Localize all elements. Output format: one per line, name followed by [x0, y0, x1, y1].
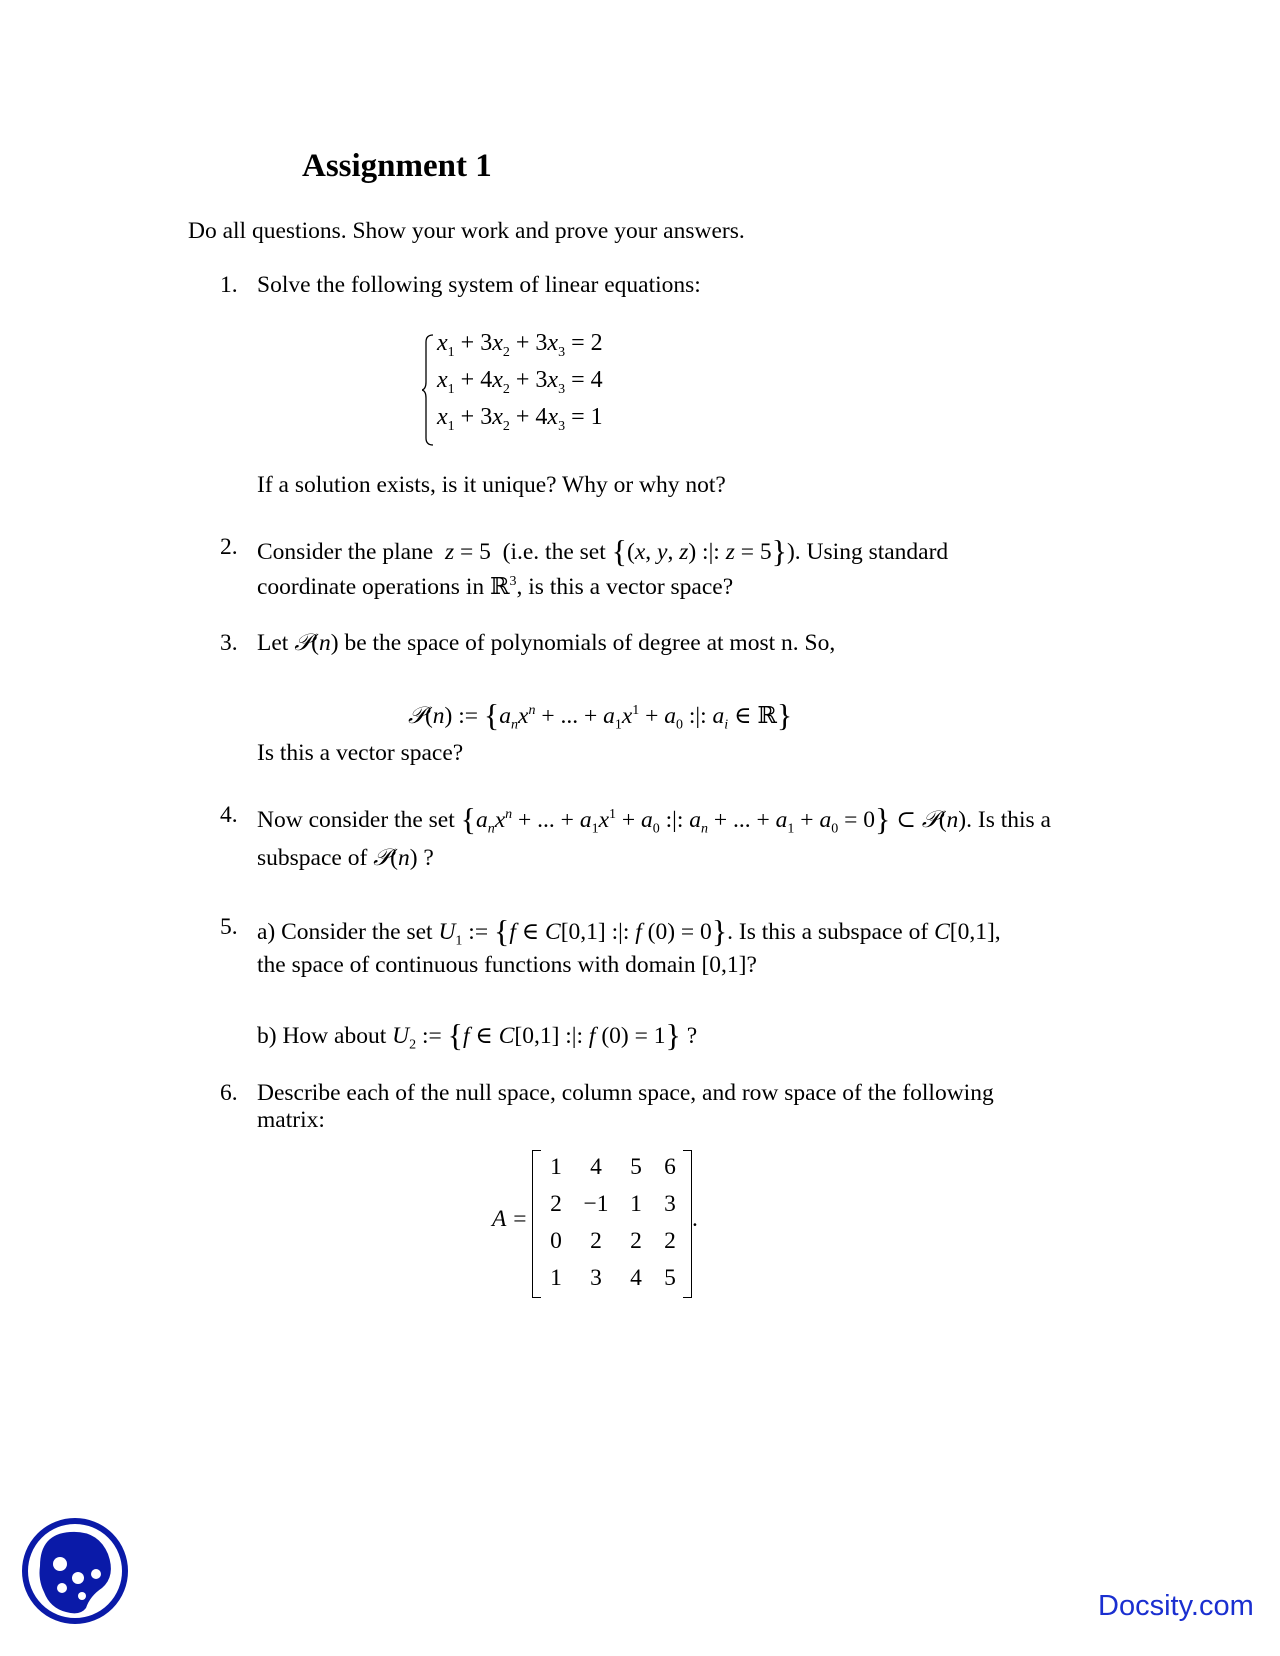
q2-line2-a: coordinate operations in: [257, 574, 485, 600]
q3-line-1: [257, 630, 835, 657]
q4-line2: subspace of: [257, 845, 368, 871]
q4-text-b: . Is this a: [966, 807, 1051, 833]
equation-3: $x_1 + 3x_2 + 4x_3 = 1$: [437, 404, 603, 434]
matrix-cell: 2: [590, 1228, 602, 1254]
matrix-cell: 2: [550, 1191, 562, 1217]
matrix-cell: 2: [630, 1228, 642, 1254]
q2-text-b: (i.e. the set: [502, 539, 606, 565]
c01-space: C[0,1],: [934, 919, 1001, 945]
q1-text: Solve the following system of linear equations:: [257, 272, 701, 298]
matrix-cell: 2: [664, 1228, 676, 1254]
instructions: Do all questions. Show your work and prove your answers.: [188, 218, 745, 244]
matrix-cell: 1: [630, 1191, 642, 1217]
real-space-r3: ℝ$^3$: [489, 574, 517, 600]
matrix-period: .: [692, 1206, 698, 1232]
q4-line-2: [257, 845, 434, 872]
q5b-text: b) How about: [257, 1023, 387, 1049]
q2-line-2: [257, 572, 733, 601]
q4-set-expression: {$a_nx^n$ + ... + $a_1x^1 + a_0$ :|: $a_n$ + ... + $a_1 + a_0 = 0$} ⊂ 𝒫(n): [460, 801, 967, 837]
q1-number: 1.: [220, 272, 238, 298]
q6-line-2: matrix:: [257, 1107, 325, 1133]
matrix-cell: 1: [550, 1265, 562, 1291]
matrix-label: A =: [492, 1206, 528, 1232]
matrix-cell: 1: [550, 1154, 562, 1180]
docsity-brand-link[interactable]: Docsity.com: [1098, 1590, 1254, 1622]
poly-space-symbol: 𝒫(n): [294, 630, 339, 656]
matrix-cell: 5: [664, 1265, 676, 1291]
u1-set: $U_1$ := {f ∈ C[0,1] :|: f (0) = 0}: [438, 913, 728, 949]
q2-text-c: ). Using standard: [786, 539, 949, 565]
q3-text-a: Let: [257, 630, 289, 656]
matrix-cell: 0: [550, 1228, 562, 1254]
left-brace-icon: [422, 334, 434, 446]
matrix-cell: 5: [630, 1154, 642, 1180]
q2-line2-b: , is this a vector space?: [516, 574, 734, 600]
equation-2: $x_1 + 4x_2 + 3x_3 = 4$: [437, 367, 603, 397]
q3-text-b: be the space of polynomials of degree at most n. So,: [344, 630, 836, 656]
docsity-logo-icon: [20, 1516, 130, 1626]
q1-followup: If a solution exists, is it unique? Why or why not?: [257, 472, 726, 498]
set-expression: {(x, y, z) :|: z = 5}: [611, 533, 787, 569]
q4-number: 4.: [220, 802, 238, 828]
q5-number: 5.: [220, 914, 238, 940]
matrix-cell: −1: [583, 1191, 609, 1217]
q3-followup: Is this a vector space?: [257, 740, 464, 766]
q6-line-1: Describe each of the null space, column space, and row space of the following: [257, 1080, 994, 1106]
matrix-cell: 4: [630, 1265, 642, 1291]
equation-1: $x_1 + 3x_2 + 3x_3 = 2$: [437, 330, 603, 360]
q5a-line-1: [257, 910, 1001, 950]
matrix-cell: 4: [590, 1154, 602, 1180]
q2-number: 2.: [220, 534, 238, 560]
plane-equation: z: [439, 539, 455, 565]
matrix-cell: 3: [590, 1265, 602, 1291]
q6-number: 6.: [220, 1080, 238, 1106]
q2-text-a: Consider the plane: [257, 539, 434, 565]
q3-number: 3.: [220, 630, 238, 656]
q4-line-1: [257, 798, 1051, 838]
q5a-text-2: . Is this a subspace of: [727, 919, 929, 945]
matrix-a: [532, 1150, 692, 1296]
u2-set: $U_2$ := {f ∈ C[0,1] :|: f (0) = 1} ?: [392, 1017, 698, 1053]
q2-line-1: Consider the plane z = 5 (i.e. the set {(x, y, z) :|: z = 5}). Using standard: [257, 533, 949, 569]
page-title: Assignment 1: [302, 148, 492, 184]
poly-space-ref: 𝒫(n) ?: [373, 845, 434, 871]
q4-text-a: Now consider the set: [257, 807, 455, 833]
poly-space-definition: 𝒫(n) := {$a_nx^n$ + ... + $a_1x^1 + a_0$ :|: $a_i$ ∈ ℝ}: [408, 697, 793, 733]
q5b-line: [257, 1014, 697, 1054]
matrix-cell: 3: [664, 1191, 676, 1217]
q5a-line-2: the space of continuous functions with domain [0,1]?: [257, 952, 757, 978]
q5a-text: a) Consider the set: [257, 919, 433, 945]
matrix-cell: 6: [664, 1154, 676, 1180]
